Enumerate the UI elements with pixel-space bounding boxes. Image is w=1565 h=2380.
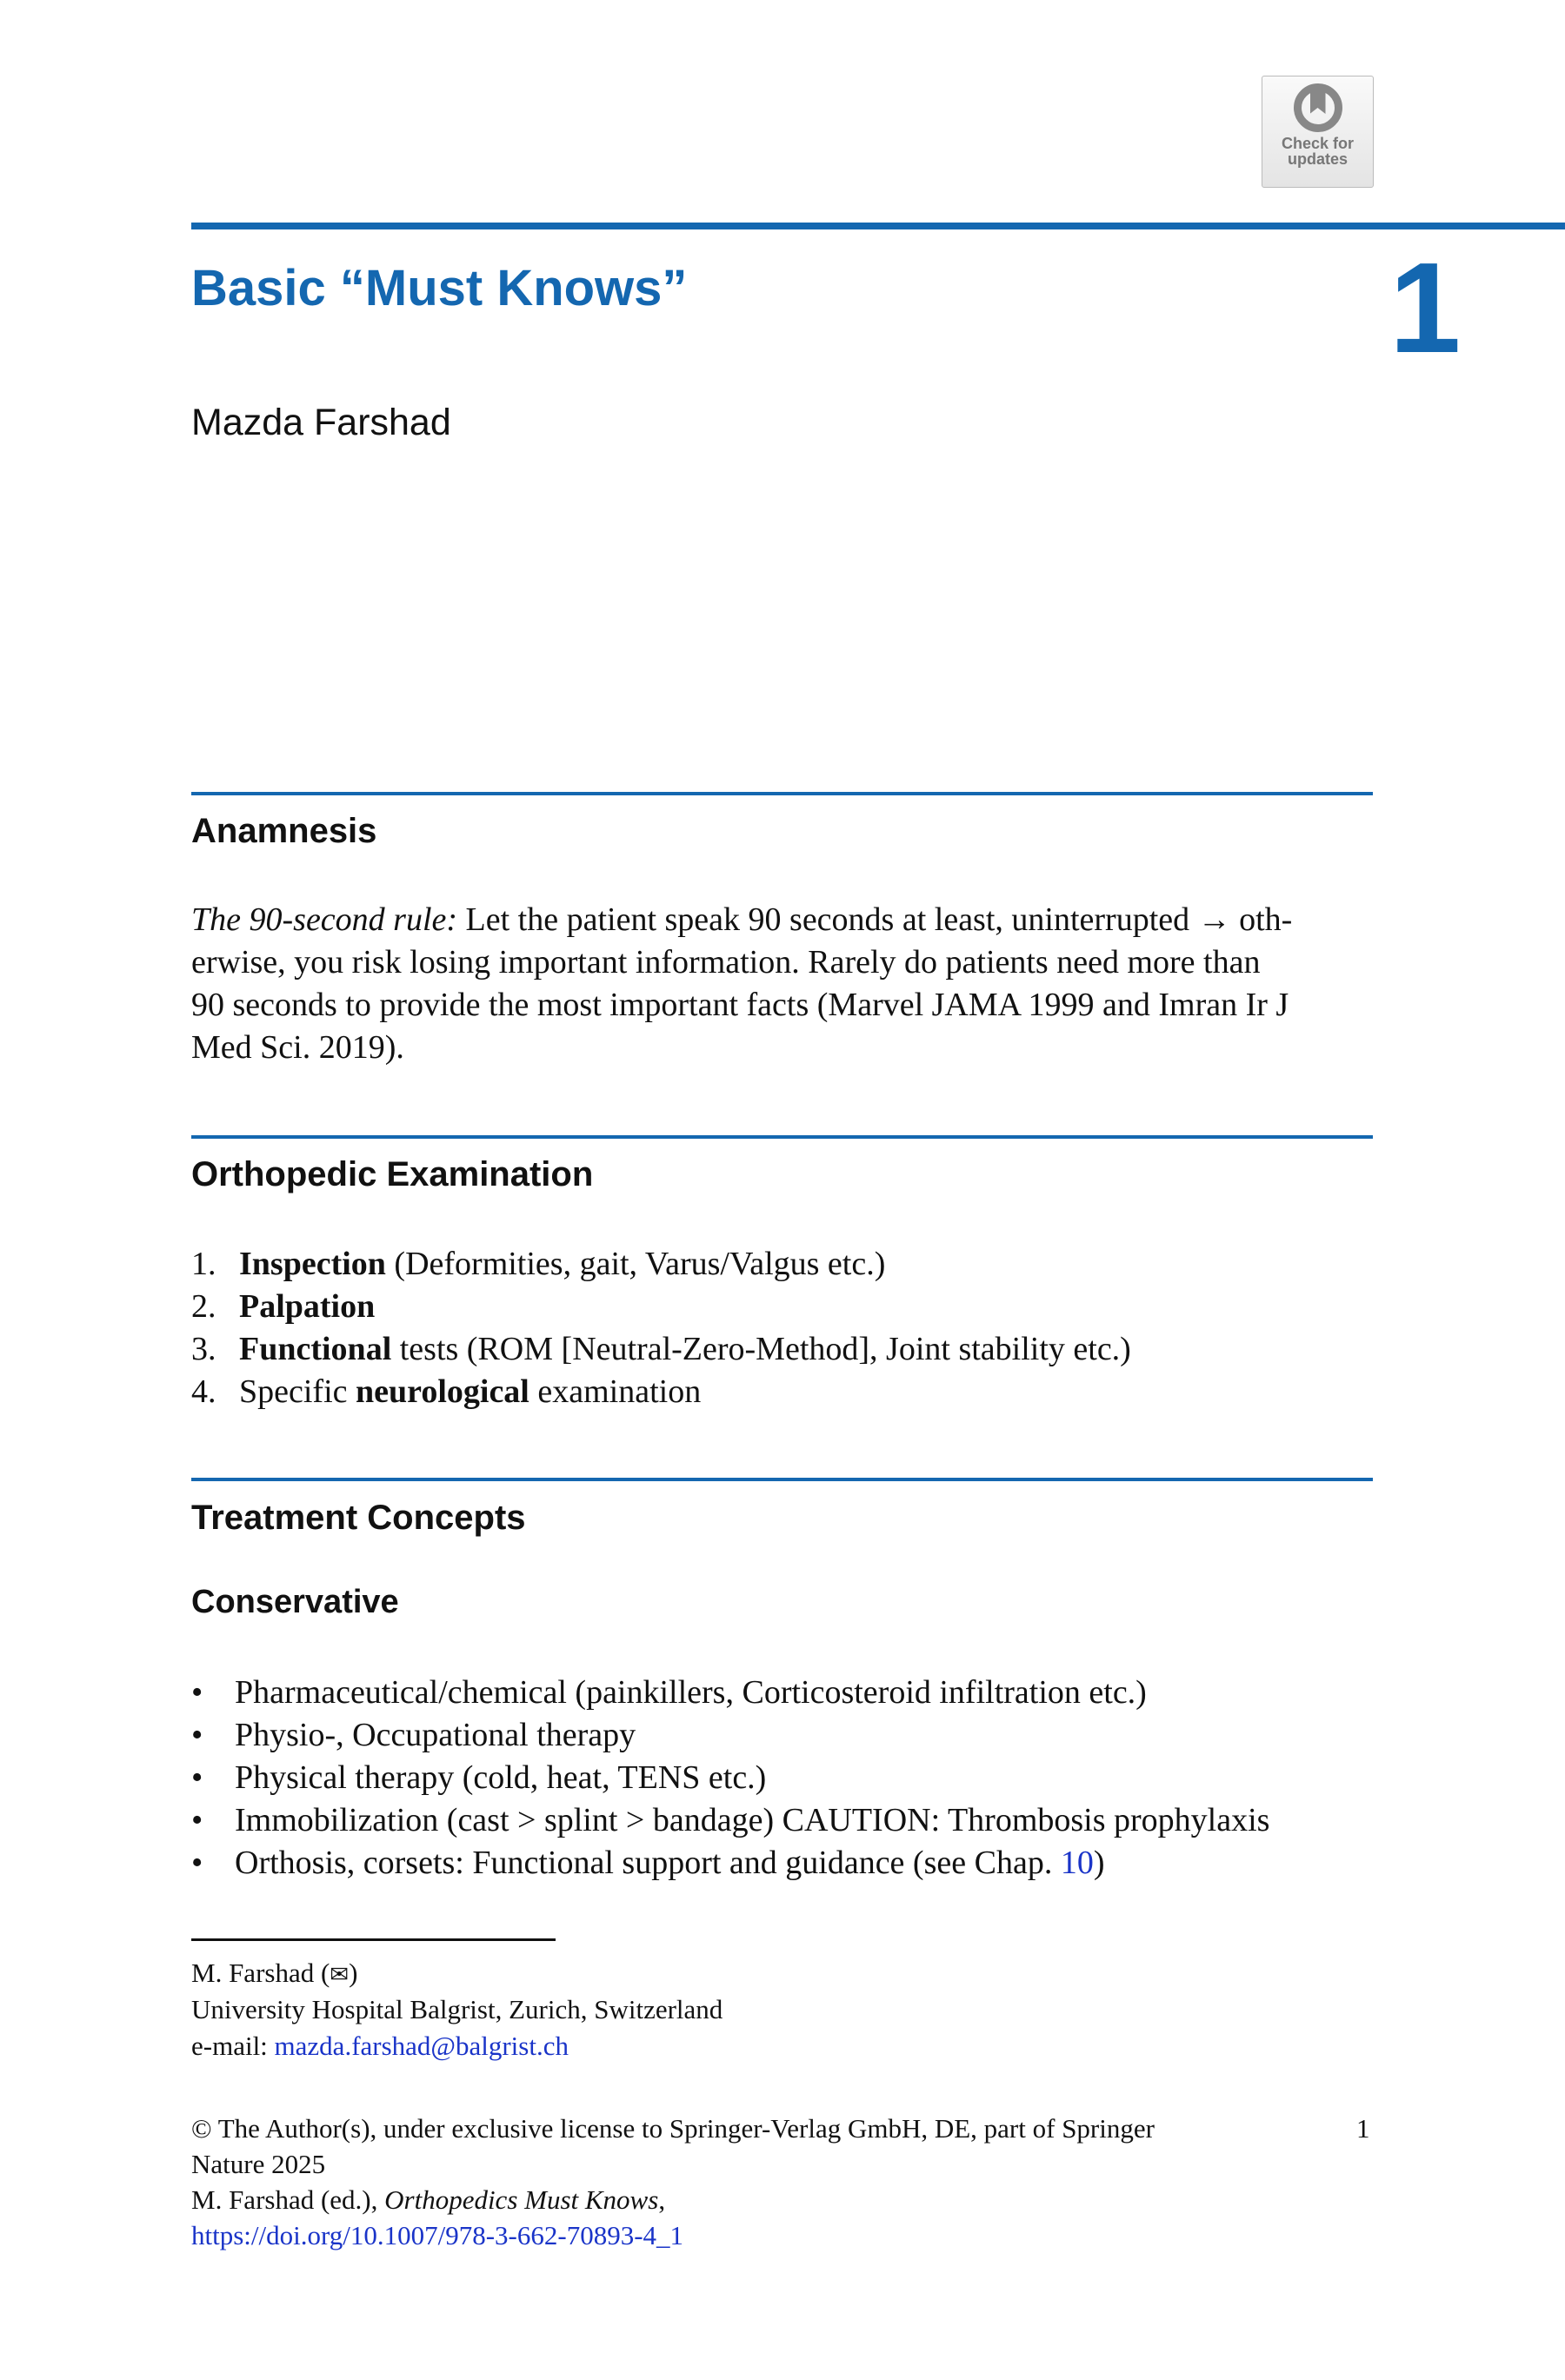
badge-label: updates	[1287, 150, 1348, 168]
paragraph-line: Let the patient speak 90 seconds at least, uninterrupted → oth-	[457, 901, 1293, 938]
section-rule	[191, 1478, 1373, 1481]
footnote-author: M. Farshad (✉)	[191, 1958, 358, 1988]
footnote-email: e-mail: mazda.farshad@balgrist.ch	[191, 2031, 569, 2061]
chapter-title: Basic “Must Knows”	[191, 260, 688, 316]
section-rule	[191, 792, 1373, 795]
doi-link[interactable]: https://doi.org/10.1007/978-3-662-70893-4_1	[191, 2220, 684, 2250]
list-item: • Orthosis, corsets: Functional support and guidance (see Chap. 10)	[191, 1845, 1105, 1881]
bookmark-ring-icon	[1294, 83, 1342, 132]
paragraph-line: 90 seconds to provide the most important facts (Marvel JAMA 1999 and Imran Ir J	[191, 987, 1289, 1023]
email-link[interactable]: mazda.farshad@balgrist.ch	[274, 2031, 569, 2061]
citation-line: M. Farshad (ed.), Orthopedics Must Knows,	[191, 2184, 666, 2215]
footnote-affiliation: University Hospital Balgrist, Zurich, Switzerland	[191, 1994, 723, 2024]
exam-list	[191, 1243, 1131, 1413]
conservative-list	[191, 1672, 1269, 1885]
list-item: • Immobilization (cast > splint > bandage) CAUTION: Thrombosis prophylaxis	[191, 1802, 1270, 1838]
page-number: 1	[1356, 2113, 1370, 2144]
section-heading-treatment: Treatment Concepts	[191, 1499, 526, 1537]
list-item: 2. Palpation	[191, 1288, 376, 1325]
check-for-updates-badge[interactable]	[1262, 76, 1374, 188]
badge-label: Check for	[1281, 135, 1355, 152]
chapter-top-rule	[191, 223, 1565, 229]
copyright-line: Nature 2025	[191, 2149, 326, 2179]
paragraph-line: erwise, you risk losing important information. Rarely do patients need more than	[191, 944, 1261, 981]
chapter-author: Mazda Farshad	[191, 402, 451, 443]
rule-name: The 90-second rule:	[191, 901, 458, 938]
copyright-line: © The Author(s), under exclusive license to Springer-Verlag GmbH, DE, part of Springer	[191, 2113, 1155, 2144]
anamnesis-paragraph	[191, 899, 1374, 1069]
list-item: • Pharmaceutical/chemical (painkillers, Corticosteroid infiltration etc.)	[191, 1674, 1147, 1711]
list-item: 1. Inspection (Deformities, gait, Varus/Valgus etc.)	[191, 1246, 886, 1282]
list-item: 3. Functional tests (ROM [Neutral-Zero-Method], Joint stability etc.)	[191, 1331, 1131, 1367]
section-heading-anamnesis: Anamnesis	[191, 812, 377, 850]
list-item: • Physical therapy (cold, heat, TENS etc.)	[191, 1759, 767, 1796]
section-heading-exam: Orthopedic Examination	[191, 1155, 594, 1193]
chapter-number: 1	[1389, 236, 1462, 380]
footnote-rule	[191, 1938, 556, 1941]
subsection-heading-conservative: Conservative	[191, 1584, 399, 1620]
paragraph-line: Med Sci. 2019).	[191, 1029, 404, 1066]
envelope-icon: ✉	[330, 1962, 350, 1987]
list-item: • Physio-, Occupational therapy	[191, 1717, 636, 1753]
chapter-link[interactable]: 10	[1060, 1845, 1094, 1881]
list-item: 4. Specific neurological examination	[191, 1373, 702, 1410]
section-rule	[191, 1135, 1373, 1139]
